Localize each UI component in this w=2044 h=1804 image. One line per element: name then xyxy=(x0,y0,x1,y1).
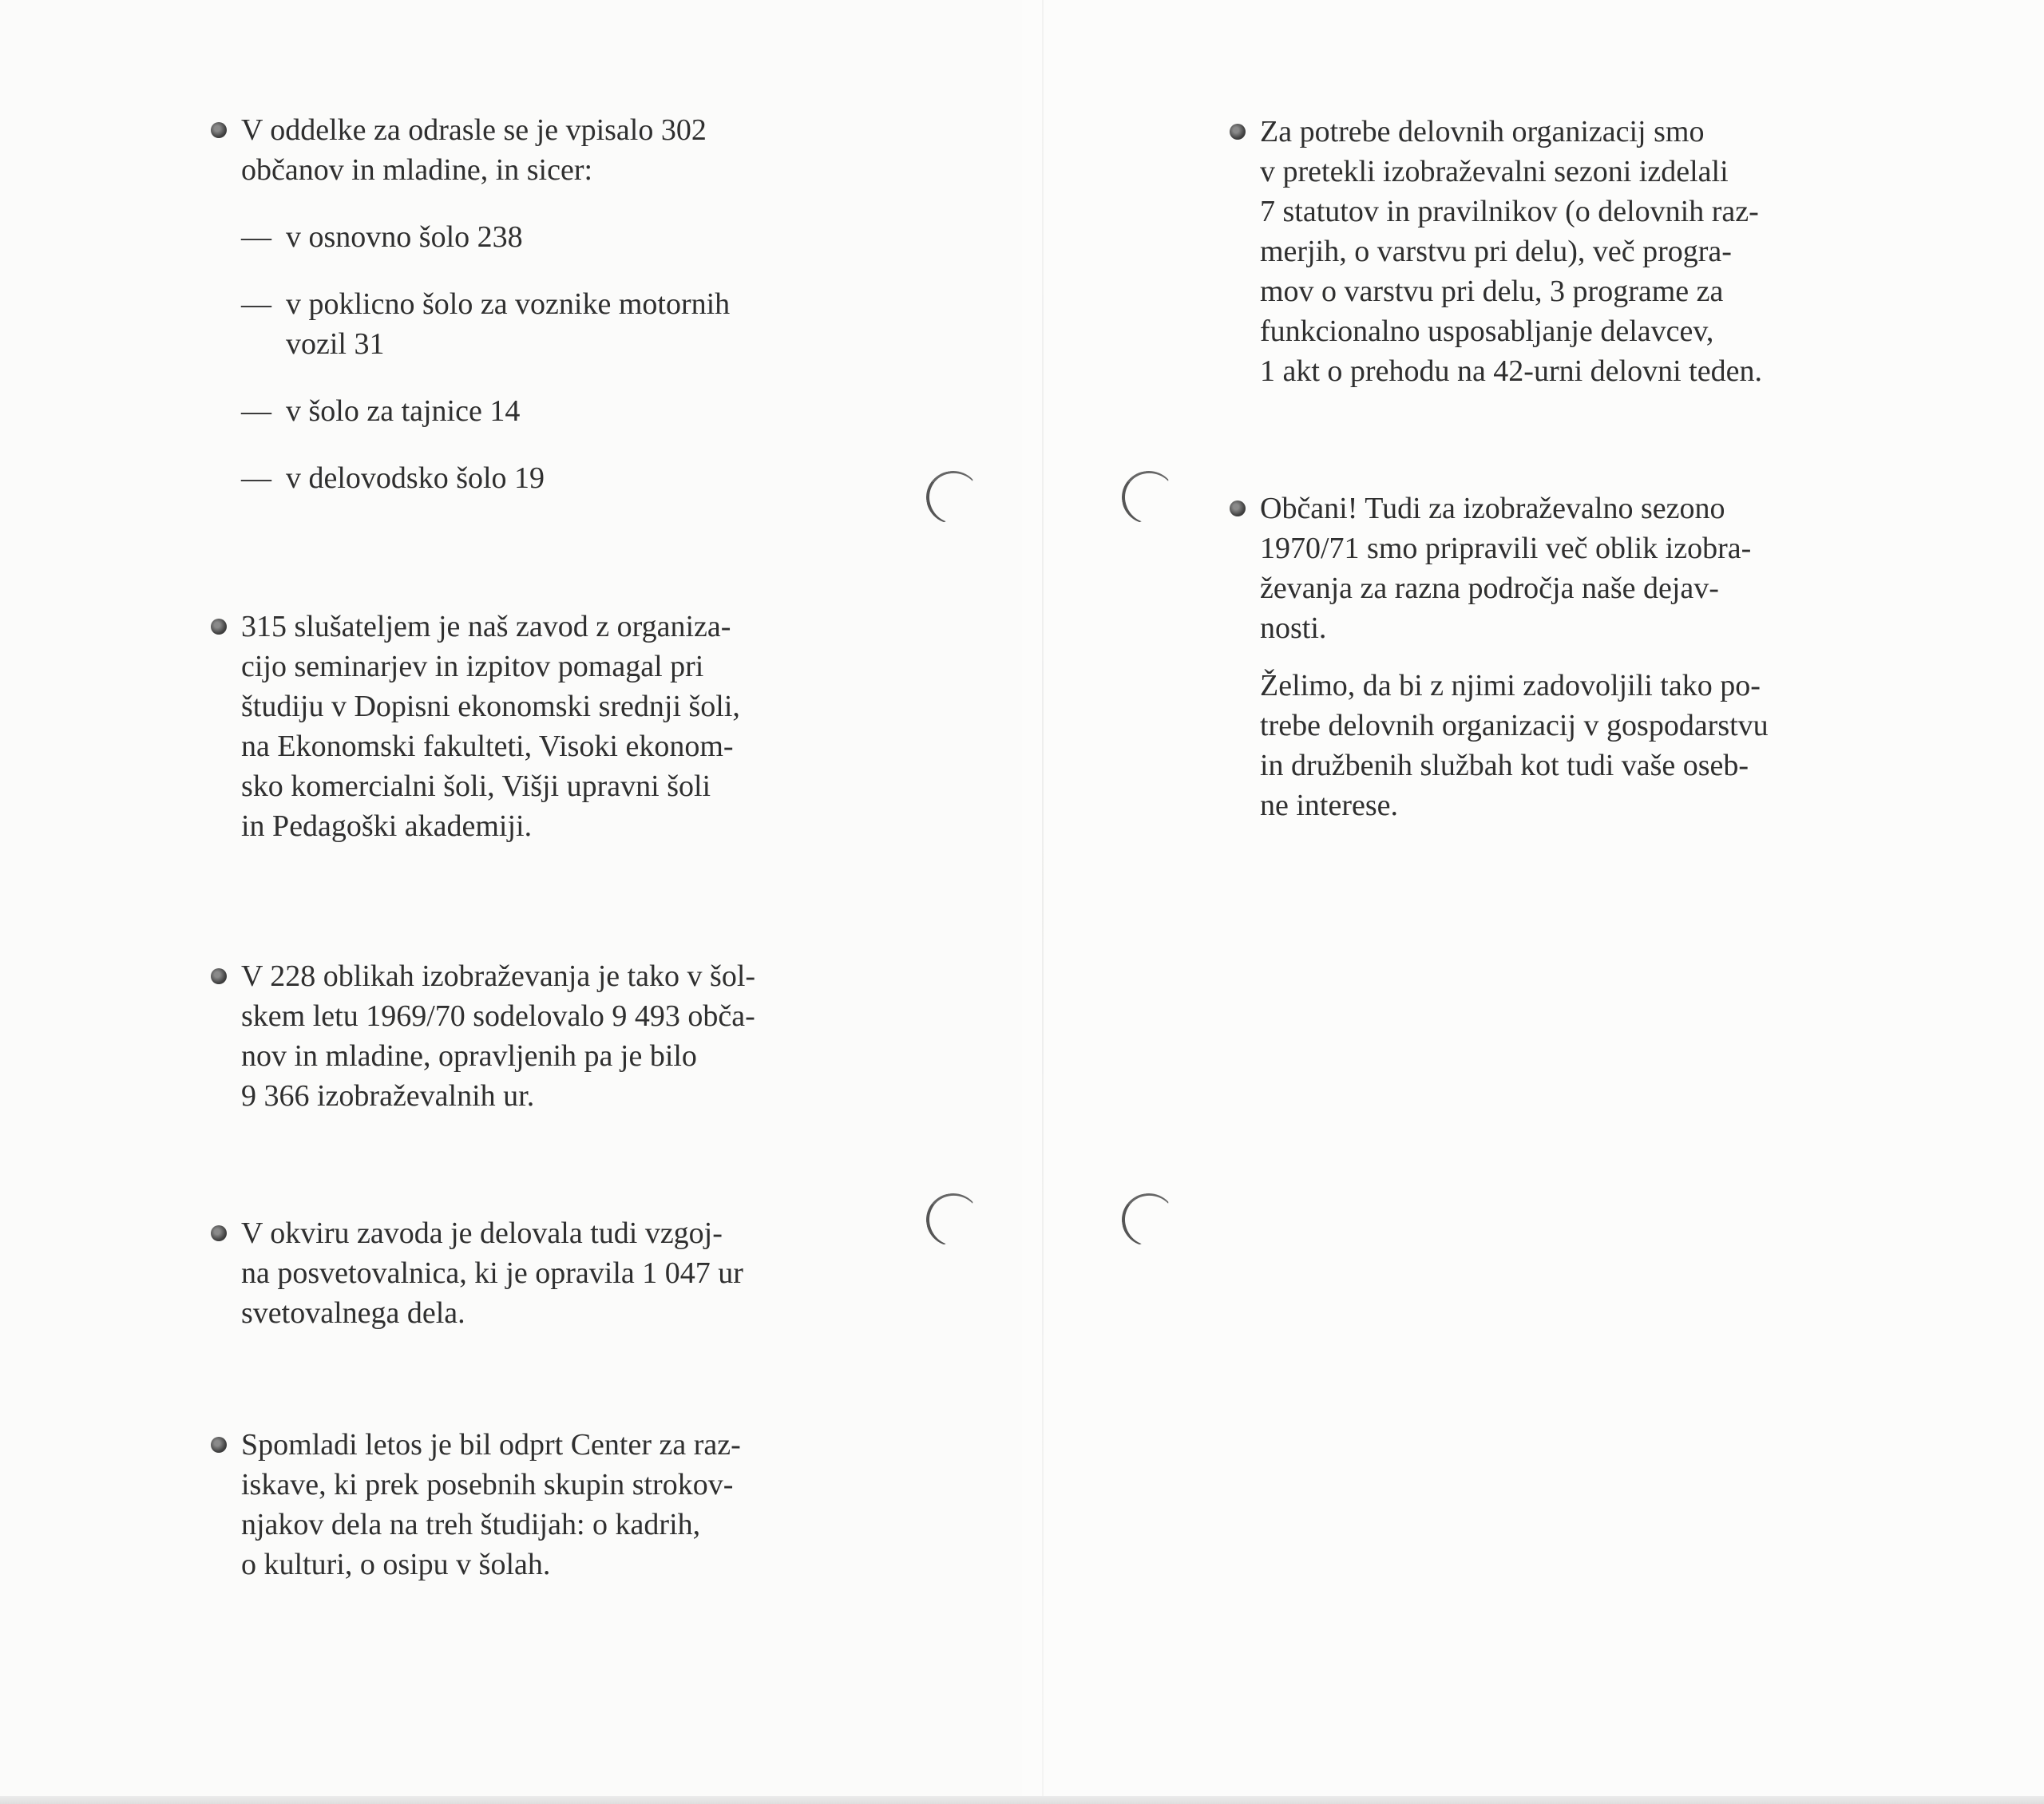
list-item-text: v osnovno šolo 238 xyxy=(286,220,523,254)
round-bullet-icon xyxy=(1230,500,1246,516)
enrollment-list xyxy=(241,217,867,498)
left-paragraph-enrollment xyxy=(211,110,867,525)
round-bullet-icon xyxy=(211,968,227,984)
right-paragraph-citizens xyxy=(1230,489,1892,825)
dash: — xyxy=(241,220,271,254)
paragraph-note: Želimo, da bi z njimi zadovoljili tako po- trebe delovnih organizacij v gospodarstvu in družbenih službah kot tudi vaše oseb- ne interese. xyxy=(1260,669,1769,822)
left-paragraph-research-center xyxy=(211,1425,867,1584)
paragraph-text: V oddelke za odrasle se je vpisalo 302 občanov in mladine, in sicer: xyxy=(241,113,707,187)
round-bullet-icon xyxy=(211,1225,227,1241)
paragraph-text: Občani! Tudi za izobraževalno sezono 1970/71 smo pripravili več oblik izobra- ževanja za razna področja naše dejav- nosti. xyxy=(1260,492,1752,645)
list-item-text: v delovodsko šolo 19 xyxy=(286,461,545,495)
list-item xyxy=(241,458,867,498)
page-bottom-edge xyxy=(0,1796,2044,1804)
list-item xyxy=(241,284,867,364)
dash: — xyxy=(241,461,271,495)
left-paragraph-counselling xyxy=(211,1213,867,1333)
page-fold xyxy=(1042,0,1044,1804)
list-item xyxy=(241,391,867,431)
round-bullet-icon xyxy=(211,122,227,138)
paragraph-text: Spomladi letos je bil odprt Center za raz- iskave, ki prek posebnih skupin strokov- njakov dela na treh študijah: o kadrih, o kulturi, o osipu v šolah. xyxy=(241,1428,741,1581)
left-paragraph-education-forms xyxy=(211,956,867,1116)
list-item-text: v šolo za tajnice 14 xyxy=(286,394,521,428)
paragraph-text: V okviru zavoda je delovala tudi vzgoj- na posvetovalnica, ki je opravila 1 047 ur svetovalnega dela. xyxy=(241,1217,743,1330)
list-item xyxy=(241,217,867,257)
round-bullet-icon xyxy=(211,1437,227,1453)
list-item-text: v poklicno šolo za voznike motornih vozil 31 xyxy=(286,287,731,361)
round-bullet-icon xyxy=(1230,124,1246,140)
dash: — xyxy=(241,394,271,428)
paragraph-text: Za potrebe delovnih organizacij smo v pretekli izobraževalni sezoni izdelali 7 statutov in pravilnikov (o delovnih raz- merjih, o varstvu pri delu), več progra- mov o varstvu pri delu, 3 programe za funkcionalno usposabljanje delavcev, 1 akt o prehodu na 42-urni delovni teden. xyxy=(1260,115,1762,388)
paragraph-text: 315 slušateljem je naš zavod z organiza- cijo seminarjev in izpitov pomagal pri študiju v Dopisni ekonomski srednji šoli, na Ekonomski fakulteti, Visoki ekonom- sko komercialni šoli, Višji upravni šoli in Pedagoški akademiji. xyxy=(241,610,740,843)
round-bullet-icon xyxy=(211,619,227,635)
dash: — xyxy=(241,287,271,321)
right-paragraph-work-organizations xyxy=(1230,112,1892,391)
left-paragraph-students xyxy=(211,607,867,846)
paragraph-text: V 228 oblikah izobraževanja je tako v šol- skem letu 1969/70 sodelovalo 9 493 obča- nov in mladine, opravljenih pa je bilo 9 366 izobraževalnih ur. xyxy=(241,959,756,1113)
